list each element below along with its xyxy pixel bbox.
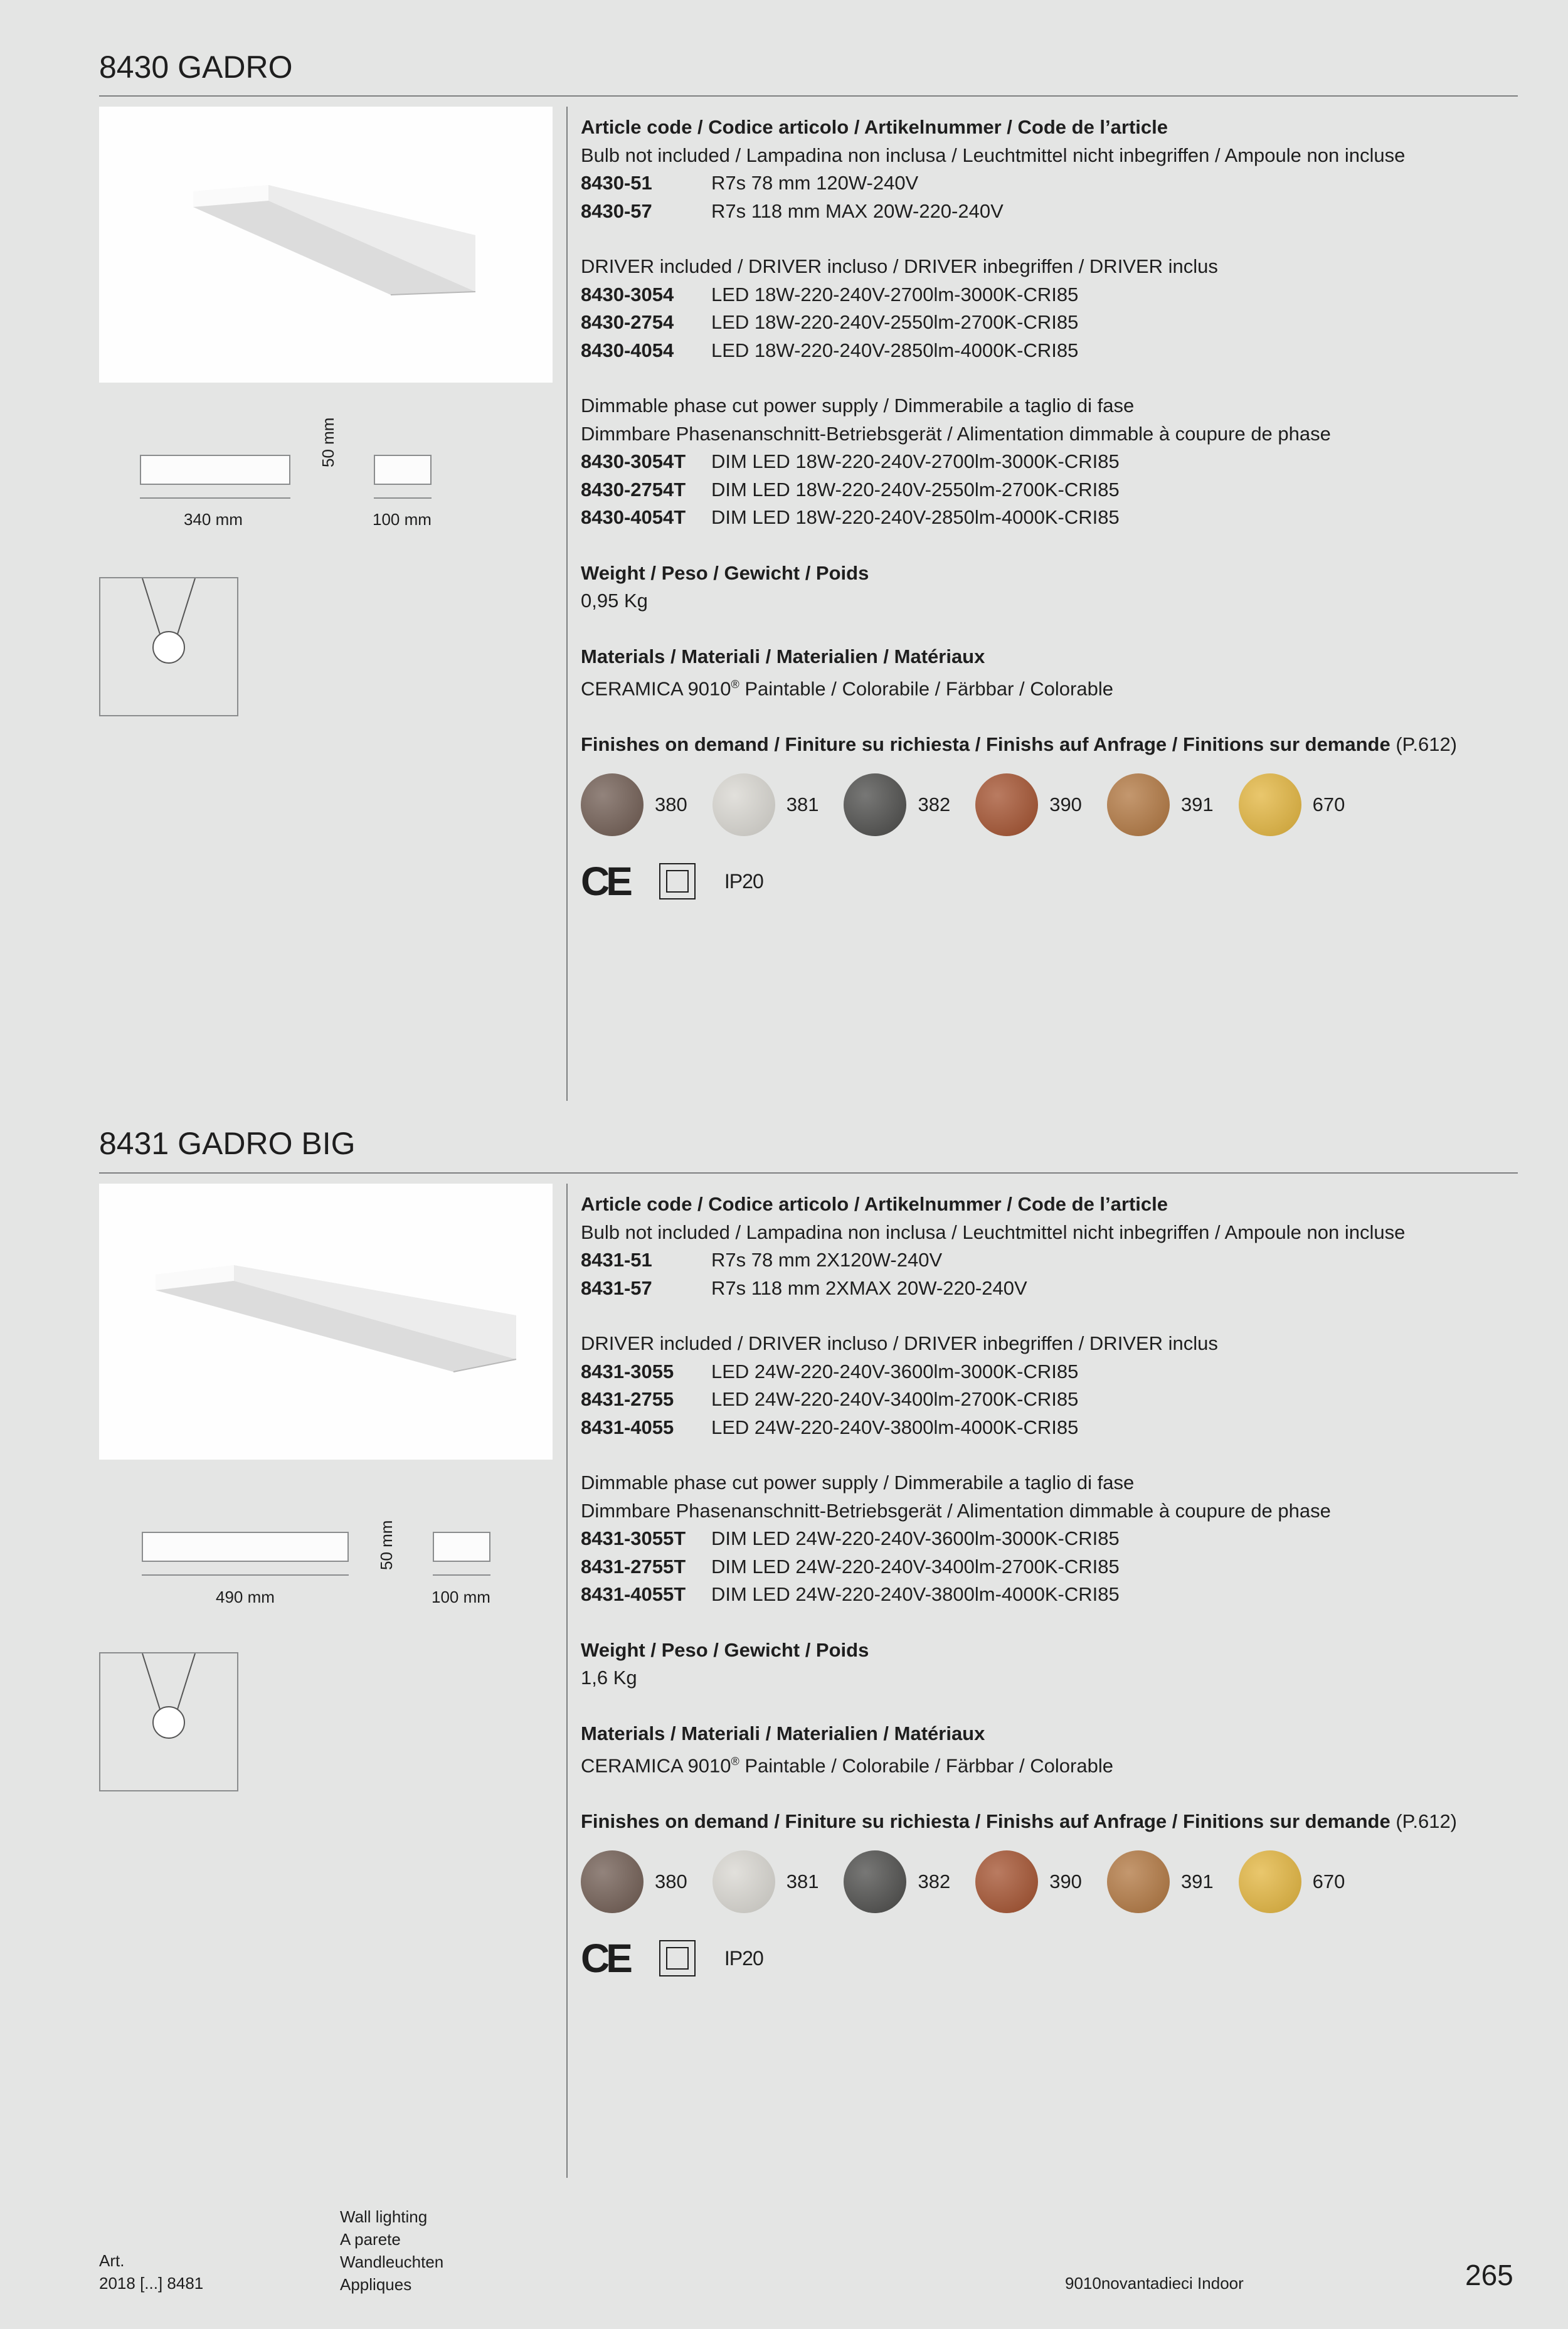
double-insulation-icon <box>659 1940 696 1976</box>
product-photo <box>99 107 553 383</box>
list-item <box>581 1246 1522 1275</box>
driver-header: DRIVER included / DRIVER incluso / DRIVER inbegriffen / DRIVER inclus <box>581 1332 1218 1354</box>
certifications <box>581 1936 1522 1982</box>
article-code: 8431-2755 <box>581 1388 674 1410</box>
category-it: A parete <box>340 2230 401 2249</box>
material-rest: Paintable / Colorabile / Färbbar / Colorable <box>739 1754 1113 1777</box>
oxide-swatch <box>1107 1850 1170 1913</box>
bulb-header: Bulb not included / Lampadina non inclusa / Leuchtmittel nicht inbegriffen / Ampoule non incluse <box>581 1221 1406 1243</box>
bulb-header: Bulb not included / Lampadina non inclusa / Leuchtmittel nicht inbegriffen / Ampoule non incluse <box>581 144 1406 166</box>
finish-swatch <box>1239 1850 1345 1913</box>
finish-swatch <box>1239 773 1345 836</box>
white-stone-swatch <box>712 773 775 836</box>
rust-swatch <box>975 773 1038 836</box>
article-desc: DIM LED 24W-220-240V-3600lm-3000K-CRI85 <box>711 1527 1120 1549</box>
materials-header: Materials / Materiali / Materialien / Matériaux <box>581 1722 985 1744</box>
list-item <box>581 1386 1522 1414</box>
category-fr: Appliques <box>340 2275 412 2294</box>
art-label: Art. <box>99 2251 125 2270</box>
footer-catalog: 9010novantadieci Indoor <box>1065 2274 1244 2293</box>
dimension-length: 490 mm <box>216 1588 275 1606</box>
article-desc: R7s 78 mm 2X120W-240V <box>711 1249 943 1271</box>
list-item <box>581 281 1522 309</box>
materials-value <box>581 671 1522 703</box>
weight-header: Weight / Peso / Gewicht / Poids <box>581 1638 869 1661</box>
finish-swatch <box>712 1850 819 1913</box>
product-specs <box>581 1191 1522 1982</box>
article-desc: DIM LED 24W-220-240V-3800lm-4000K-CRI85 <box>711 1583 1120 1605</box>
lamp-render <box>99 1184 553 1460</box>
finish-swatch <box>581 773 687 836</box>
material-main: CERAMICA 9010 <box>581 677 731 700</box>
article-desc: DIM LED 18W-220-240V-2850lm-4000K-CRI85 <box>711 506 1120 528</box>
article-code: 8430-3054 <box>581 283 674 305</box>
product-title: 8431 GADRO BIG <box>99 1126 356 1161</box>
material-rest: Paintable / Colorabile / Färbbar / Colorable <box>739 677 1113 700</box>
weight-value: 0,95 Kg <box>581 590 648 612</box>
list-item <box>581 1414 1522 1442</box>
article-code: 8431-3055 <box>581 1360 674 1382</box>
article-desc: LED 18W-220-240V-2550lm-2700K-CRI85 <box>711 311 1079 333</box>
list-item <box>581 309 1522 337</box>
finish-code: 390 <box>1049 793 1082 816</box>
dark-stone-swatch <box>844 1850 906 1913</box>
list-item <box>581 504 1522 532</box>
dimension-depth: 100 mm <box>432 1588 490 1606</box>
finish-code: 380 <box>655 1870 687 1893</box>
article-code-header: Article code / Codice articolo / Artikelnummer / Code de l’article <box>581 1193 1168 1215</box>
lamp-render <box>99 107 553 383</box>
gold-swatch <box>1239 1850 1301 1913</box>
ce-mark-icon: CE <box>581 1936 629 1982</box>
category-en: Wall lighting <box>340 2207 428 2226</box>
dimension-front-view <box>142 1532 349 1562</box>
materials-value <box>581 1748 1522 1780</box>
footer-category <box>340 2205 443 2296</box>
ip-rating: IP20 <box>724 1947 763 1970</box>
article-code: 8430-4054T <box>581 506 686 528</box>
column-divider <box>566 107 568 1101</box>
finish-swatch <box>975 773 1082 836</box>
brown-stone-swatch <box>581 1850 644 1913</box>
article-desc: DIM LED 24W-220-240V-3400lm-2700K-CRI85 <box>711 1555 1120 1578</box>
dark-stone-swatch <box>844 773 906 836</box>
dimension-front-view <box>140 455 290 485</box>
article-desc: R7s 118 mm MAX 20W-220-240V <box>711 199 1004 222</box>
title-rule <box>99 95 1518 97</box>
material-main: CERAMICA 9010 <box>581 1754 731 1777</box>
finishes-ref: (P.612) <box>1390 733 1458 755</box>
list-item <box>581 169 1522 198</box>
list-item <box>581 337 1522 365</box>
footer-art <box>99 2249 203 2295</box>
list-item <box>581 1525 1522 1553</box>
finishes-swatches <box>581 1850 1522 1913</box>
list-item <box>581 198 1522 226</box>
finish-code: 381 <box>786 1870 819 1893</box>
dimension-line <box>140 497 290 499</box>
article-desc: DIM LED 18W-220-240V-2700lm-3000K-CRI85 <box>711 450 1120 472</box>
list-item <box>581 1275 1522 1303</box>
finish-code: 382 <box>918 793 951 816</box>
article-code: 8431-4055 <box>581 1416 674 1438</box>
dimmable-header: Dimmbare Phasenanschnitt-Betriebsgerät / Alimentation dimmable à coupure de phase <box>581 422 1331 445</box>
list-item <box>581 448 1522 476</box>
finish-code: 670 <box>1312 1870 1345 1893</box>
finish-code: 391 <box>1180 1870 1214 1893</box>
article-code: 8431-57 <box>581 1276 652 1299</box>
finish-swatch <box>844 1850 950 1913</box>
finishes-line <box>581 731 1522 759</box>
article-desc: R7s 118 mm 2XMAX 20W-220-240V <box>711 1276 1027 1299</box>
product-specs <box>581 114 1522 905</box>
driver-header: DRIVER included / DRIVER incluso / DRIVER inbegriffen / DRIVER inclus <box>581 255 1218 277</box>
article-code: 8430-57 <box>581 199 652 222</box>
article-code: 8431-3055T <box>581 1527 686 1549</box>
finishes-swatches <box>581 773 1522 836</box>
weight-header: Weight / Peso / Gewicht / Poids <box>581 561 869 584</box>
finishes-ref: (P.612) <box>1390 1810 1458 1832</box>
article-code-header: Article code / Codice articolo / Artikelnummer / Code de l’article <box>581 116 1168 138</box>
finish-swatch <box>975 1850 1082 1913</box>
finish-code: 390 <box>1049 1870 1082 1893</box>
light-emission-icon <box>99 577 238 716</box>
page-number: 265 <box>1465 2259 1513 2291</box>
gold-swatch <box>1239 773 1301 836</box>
white-stone-swatch <box>712 1850 775 1913</box>
finish-code: 382 <box>918 1870 951 1893</box>
article-desc: DIM LED 18W-220-240V-2550lm-2700K-CRI85 <box>711 478 1120 501</box>
art-value: 2018 [...] 8481 <box>99 2274 204 2293</box>
finish-code: 380 <box>655 793 687 816</box>
article-code: 8430-3054T <box>581 450 686 472</box>
dimension-line <box>374 497 432 499</box>
product-title: 8430 GADRO <box>99 50 293 85</box>
registered-mark: ® <box>731 678 739 691</box>
finish-swatch <box>1107 773 1214 836</box>
dimension-length: 340 mm <box>184 510 243 529</box>
double-insulation-icon <box>659 863 696 899</box>
dimension-side-view <box>374 455 432 485</box>
category-de: Wandleuchten <box>340 2252 444 2271</box>
column-divider <box>566 1184 568 2178</box>
light-emission-icon <box>99 1652 238 1791</box>
finish-swatch <box>844 773 950 836</box>
dimension-height: 50 mm <box>377 1520 396 1570</box>
oxide-swatch <box>1107 773 1170 836</box>
finish-swatch <box>581 1850 687 1913</box>
dimension-depth: 100 mm <box>373 510 432 529</box>
finish-code: 670 <box>1312 793 1345 816</box>
dimmable-header: Dimmable phase cut power supply / Dimmerabile a taglio di fase <box>581 1472 1135 1493</box>
article-desc: LED 18W-220-240V-2850lm-4000K-CRI85 <box>711 339 1079 361</box>
article-code: 8430-2754 <box>581 311 674 333</box>
list-item <box>581 476 1522 504</box>
article-code: 8430-4054 <box>581 339 674 361</box>
finish-swatch <box>712 773 819 836</box>
materials-header: Materials / Materiali / Materialien / Matériaux <box>581 645 985 667</box>
list-item <box>581 1553 1522 1581</box>
article-desc: LED 18W-220-240V-2700lm-3000K-CRI85 <box>711 283 1079 305</box>
article-code: 8431-2755T <box>581 1555 686 1578</box>
rust-swatch <box>975 1850 1038 1913</box>
ip-rating: IP20 <box>724 870 763 893</box>
registered-mark: ® <box>731 1755 739 1768</box>
article-code: 8431-51 <box>581 1249 652 1271</box>
finishes-header: Finishes on demand / Finiture su richiesta / Finishs auf Anfrage / Finitions sur demande <box>581 1810 1391 1832</box>
article-desc: LED 24W-220-240V-3600lm-3000K-CRI85 <box>711 1360 1079 1382</box>
title-rule <box>99 1172 1518 1174</box>
list-item <box>581 1581 1522 1609</box>
certifications <box>581 859 1522 905</box>
article-desc: LED 24W-220-240V-3400lm-2700K-CRI85 <box>711 1388 1079 1410</box>
dimmable-header: Dimmable phase cut power supply / Dimmerabile a taglio di fase <box>581 395 1135 416</box>
list-item <box>581 1358 1522 1386</box>
brown-stone-swatch <box>581 773 644 836</box>
dimension-side-view <box>433 1532 490 1562</box>
dimension-height: 50 mm <box>319 417 337 467</box>
dimmable-header: Dimmbare Phasenanschnitt-Betriebsgerät / Alimentation dimmable à coupure de phase <box>581 1499 1331 1522</box>
dimension-line <box>142 1574 349 1576</box>
article-code: 8430-2754T <box>581 478 686 501</box>
weight-value: 1,6 Kg <box>581 1667 637 1689</box>
finishes-header: Finishes on demand / Finiture su richiesta / Finishs auf Anfrage / Finitions sur demande <box>581 733 1391 755</box>
finish-code: 391 <box>1180 793 1214 816</box>
dimension-line <box>433 1574 490 1576</box>
product-photo <box>99 1184 553 1460</box>
ce-mark-icon: CE <box>581 859 629 905</box>
article-code: 8431-4055T <box>581 1583 686 1605</box>
article-code: 8430-51 <box>581 172 652 194</box>
article-desc: LED 24W-220-240V-3800lm-4000K-CRI85 <box>711 1416 1079 1438</box>
article-desc: R7s 78 mm 120W-240V <box>711 172 919 194</box>
finishes-line <box>581 1808 1522 1836</box>
finish-swatch <box>1107 1850 1214 1913</box>
finish-code: 381 <box>786 793 819 816</box>
